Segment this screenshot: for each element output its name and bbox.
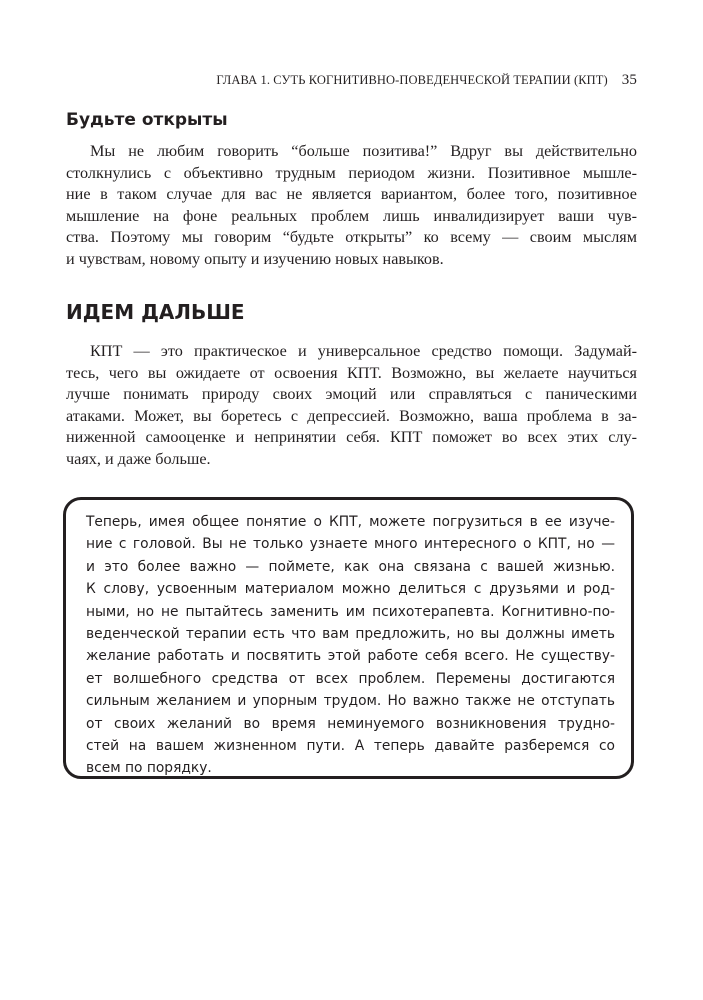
text-line: ства. Поэтому мы говорим “будьте открыты” ко всему — своим мыслям [66,228,637,247]
text-line: тесь, чего вы ожидаете от освоения КПТ. Возможно, вы желаете научиться [66,363,637,382]
callout-line: от своих желаний во время неминуемого возникновения трудно- [86,715,615,732]
callout-line: К слову, усвоенным материалом можно делиться с друзьями и род- [86,581,615,598]
callout-line: и это более важно — поймете, как она связана с вашей жизнью. [86,558,615,575]
text-line: Мы не любим говорить “больше позитива!” Вдруг вы действительно [90,142,637,160]
text-line: ниженной самооценке и непринятии себя. КПТ поможет во всех этих слу- [66,428,637,447]
paragraph-be-open [66,141,637,271]
callout-line: ет волшебного средства от всех проблем. Перемены достигаются [86,670,615,687]
callout-line: стей на вашем жизненном пути. А теперь давайте разберемся со [86,737,615,754]
text-line: атаками. Может, вы боретесь с депрессией. Возможно, ваша проблема в за- [66,406,637,425]
section-heading-be-open: Будьте открыты [66,110,228,130]
page-number: 35 [621,72,637,88]
callout-text [86,511,615,780]
callout-line: желание работать и посвятить этой работе себя всего. Не существу- [86,648,615,665]
callout-line: сильным желанием и упорным трудом. Но важно также не отступать [86,693,615,710]
callout-line: веденческой терапии есть что вам предложить, но вы должны иметь [86,625,615,642]
text-line: чаях, и даже больше. [66,449,211,468]
callout-line: всем по порядку. [86,760,212,777]
running-head [66,72,637,89]
text-line: КПТ — это практическое и универсальное средство помощи. Задумай- [90,342,637,360]
section-heading-moving-on: ИДЕМ ДАЛЬШЕ [66,300,245,324]
text-line: и чувствам, новому опыту и изучению новых навыков. [66,249,444,268]
callout-line: Теперь, имея общее понятие о КПТ, можете погрузиться в ее изуче- [86,514,615,530]
chapter-title: ГЛАВА 1. СУТЬ КОГНИТИВНО-ПОВЕДЕНЧЕСКОЙ ТЕРАПИИ (КПТ) [216,73,608,87]
text-line: столкнулись с объективно трудным периодом жизни. Позитивное мышле- [66,163,637,182]
callout-line: ние с головой. Вы не только узнаете много интересного о КПТ, но — [86,536,615,553]
text-line: ние в таком случае для вас не является вариантом, более того, позитивное [66,185,637,204]
text-line: лучше понимать природу своих эмоций или справляться с паническими [66,385,637,404]
paragraph-moving-on [66,341,637,471]
text-line: мышление на фоне реальных проблем лишь инвалидизирует ваши чув- [66,206,637,225]
callout-line: ными, но не пытайтесь заменить им психотерапевта. Когнитивно-по- [86,603,615,620]
